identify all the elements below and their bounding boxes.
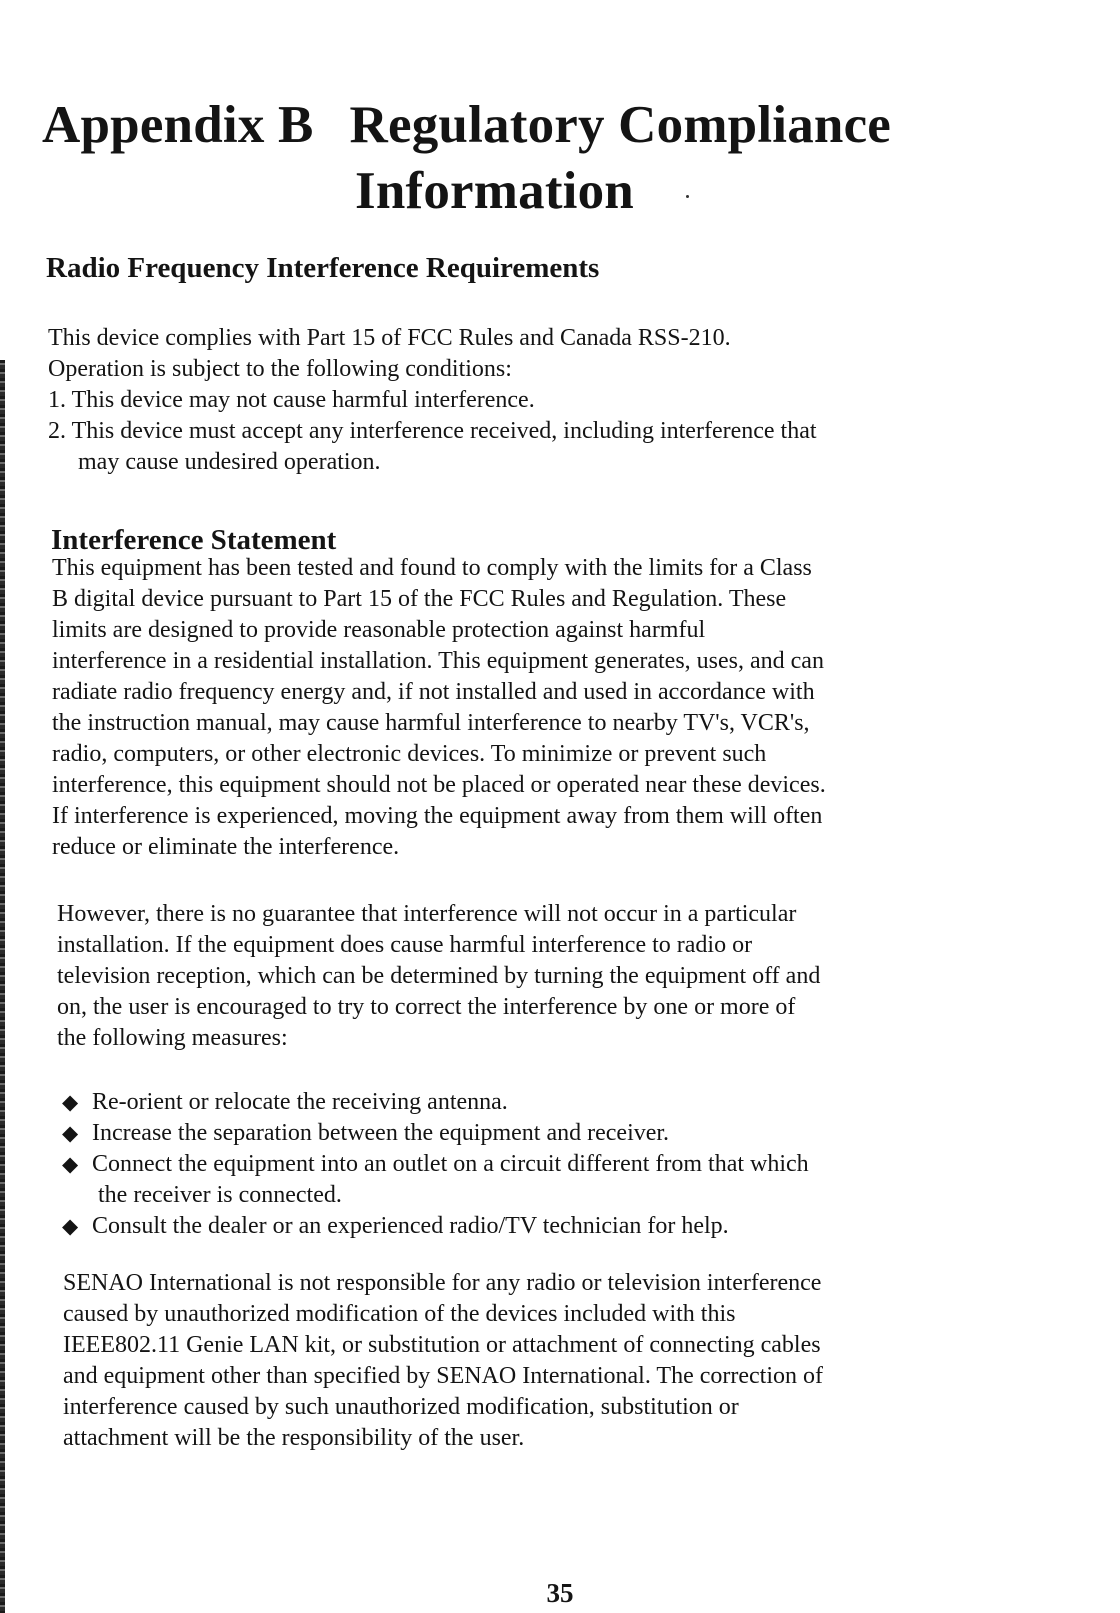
page-title	[42, 92, 1002, 224]
list-item	[62, 1087, 809, 1118]
list-item-text: Consult the dealer or an experienced radio/TV technician for help.	[92, 1213, 729, 1239]
scan-binding-edge	[0, 360, 5, 1613]
interference-paragraph-1	[52, 553, 826, 863]
paragraph-line: B digital device pursuant to Part 15 of the FCC Rules and Regulation. These	[52, 586, 787, 612]
paragraph-line: caused by unauthorized modification of the devices included with this	[63, 1301, 736, 1327]
paragraph-line: the following measures:	[57, 1025, 288, 1051]
paragraph-line: and equipment other than specified by SENAO International. The correction of	[63, 1363, 823, 1389]
paragraph-line: installation. If the equipment does cause harmful interference to radio or	[57, 932, 753, 958]
list-item-text: Increase the separation between the equipment and receiver.	[92, 1120, 670, 1146]
paragraph-line: television reception, which can be determined by turning the equipment off and	[57, 963, 821, 989]
title-line-2: Information	[355, 162, 634, 220]
paragraph-line: This equipment has been tested and found to comply with the limits for a Class	[52, 555, 812, 581]
title-line-1	[42, 92, 1002, 158]
paragraph-line: interference caused by such unauthorized modification, substitution or	[63, 1394, 739, 1420]
paragraph-line: SENAO International is not responsible for any radio or television interference	[63, 1270, 822, 1296]
title-regulatory-compliance: Regulatory Compliance	[349, 96, 892, 154]
list-item	[62, 1149, 809, 1180]
list-item	[62, 1211, 809, 1242]
diamond-bullet-icon: ◆	[62, 1121, 79, 1145]
rf-section-body	[48, 323, 817, 478]
diamond-bullet-icon: ◆	[62, 1090, 79, 1114]
paragraph-line: on, the user is encouraged to try to correct the interference by one or more of	[57, 994, 796, 1020]
paragraph-line: IEEE802.11 Genie LAN kit, or substitution or attachment of connecting cables	[63, 1332, 821, 1358]
list-item-text: Re-orient or relocate the receiving antenna.	[92, 1089, 508, 1115]
rf-line: Operation is subject to the following conditions:	[48, 356, 512, 382]
page-number: 35	[546, 1578, 574, 1608]
paragraph-line: interference, this equipment should not be placed or operated near these devices.	[52, 772, 826, 798]
rf-condition-1: 1. This device may not cause harmful interference.	[48, 387, 535, 413]
paragraph-line: radiate radio frequency energy and, if not installed and used in accordance with	[52, 679, 815, 705]
paragraph-line: radio, computers, or other electronic devices. To minimize or prevent such	[52, 741, 767, 767]
rf-condition-2-continued: may cause undesired operation.	[78, 449, 381, 475]
remedy-measures-list	[62, 1087, 809, 1242]
paragraph-line: the instruction manual, may cause harmful interference to nearby TV's, VCR's,	[52, 710, 810, 736]
interference-paragraph-2	[57, 899, 820, 1054]
paragraph-line: However, there is no guarantee that interference will not occur in a particular	[57, 901, 797, 927]
rf-line: This device complies with Part 15 of FCC Rules and Canada RSS-210.	[48, 325, 731, 351]
paragraph-line: If interference is experienced, moving the equipment away from them will often	[52, 803, 823, 829]
scan-speck	[686, 195, 689, 198]
interference-section-heading: Interference Statement	[51, 524, 337, 556]
list-item-continued: the receiver is connected.	[98, 1182, 342, 1208]
paragraph-line: interference in a residential installation. This equipment generates, uses, and can	[52, 648, 824, 674]
rf-section-heading: Radio Frequency Interference Requirements	[46, 252, 600, 284]
paragraph-line: reduce or eliminate the interference.	[52, 834, 400, 860]
diamond-bullet-icon: ◆	[62, 1152, 79, 1176]
list-item-text: Connect the equipment into an outlet on a circuit different from that which	[92, 1151, 809, 1177]
disclaimer-paragraph	[63, 1268, 823, 1454]
paragraph-line: attachment will be the responsibility of the user.	[63, 1425, 525, 1451]
list-item	[62, 1118, 809, 1149]
paragraph-line: limits are designed to provide reasonable protection against harmful	[52, 617, 706, 643]
title-appendix-label: Appendix B	[42, 96, 314, 154]
rf-condition-2: 2. This device must accept any interference received, including interference that	[48, 418, 817, 444]
diamond-bullet-icon: ◆	[62, 1214, 79, 1238]
